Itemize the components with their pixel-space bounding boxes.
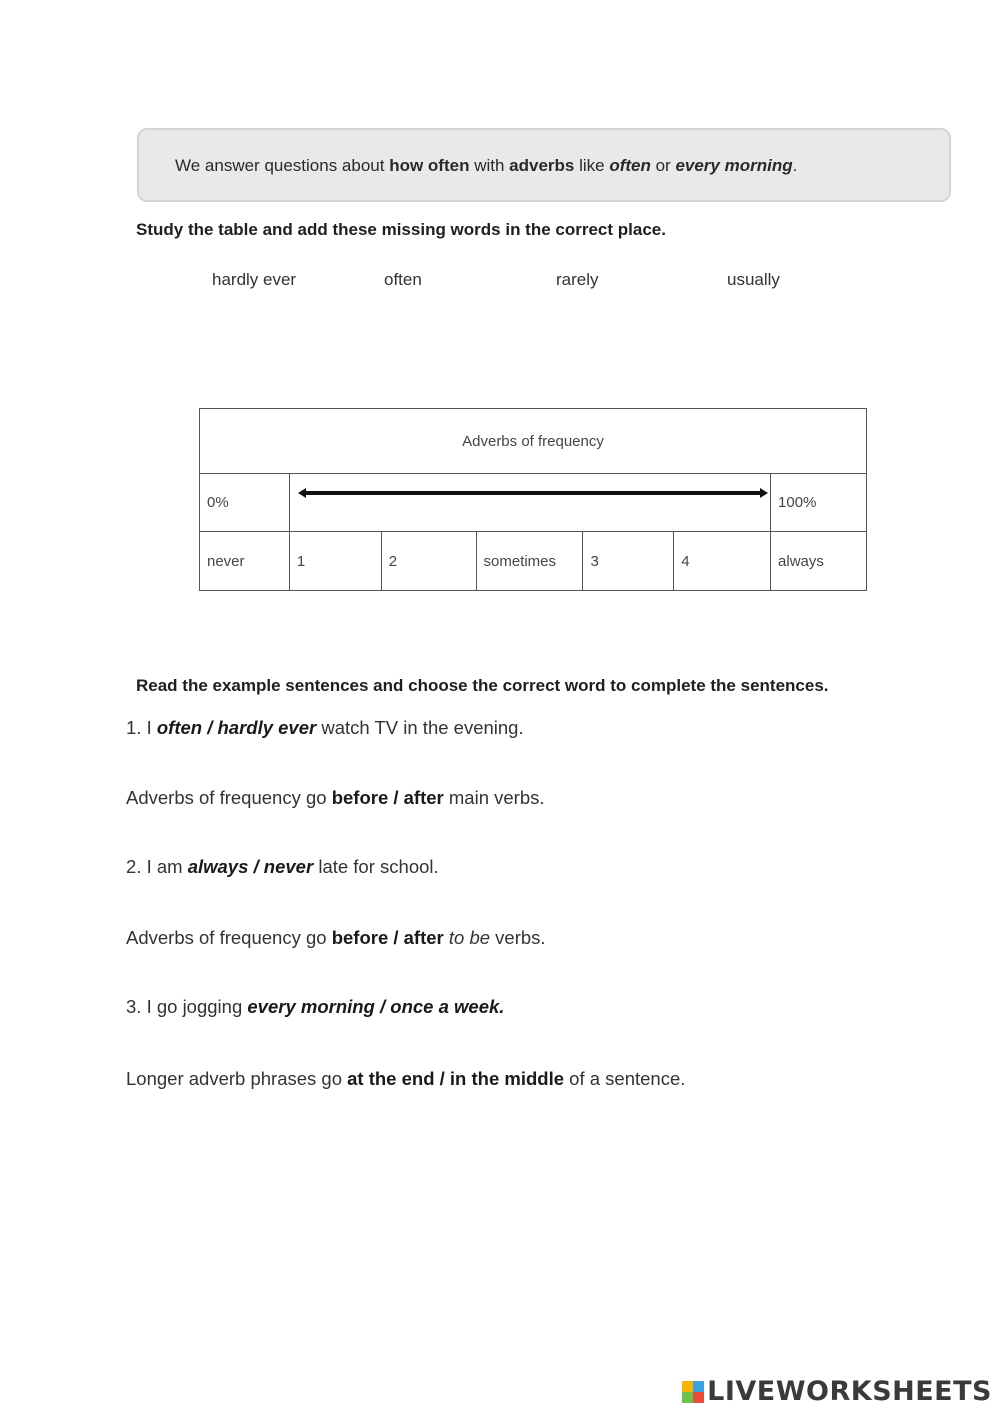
rule-2: [126, 927, 546, 949]
sentence-text: 2. I am: [126, 856, 188, 877]
cell-sometimes: sometimes: [476, 532, 583, 591]
sentence-2: [126, 856, 439, 878]
rule-3: [126, 1068, 685, 1090]
intro-keyword: how often: [389, 156, 470, 175]
pct-high-cell: 100%: [771, 474, 867, 532]
rule-text: Adverbs of frequency go: [126, 787, 332, 808]
sentence-text: 1. I: [126, 717, 157, 738]
instruction-read-sentences: Read the example sentences and choose the correct word to complete the sentences.: [136, 676, 829, 695]
rule-text: Adverbs of frequency go: [126, 927, 332, 948]
word-bank-item[interactable]: hardly ever: [212, 270, 297, 289]
intro-example: every morning: [675, 156, 793, 175]
answer-slot-1[interactable]: 1: [289, 532, 381, 591]
word-bank-item[interactable]: usually: [727, 270, 780, 289]
intro-text-part: with: [469, 156, 510, 175]
frequency-arrow: [289, 474, 770, 532]
answer-slot-4[interactable]: 4: [674, 532, 771, 591]
instruction-study-table: Study the table and add these missing words in the correct place.: [136, 220, 666, 239]
choice-option[interactable]: before / after: [331, 927, 444, 948]
sentence-3: [126, 996, 504, 1018]
sentence-text: 3. I go jogging: [126, 996, 248, 1017]
intro-keyword: adverbs: [509, 156, 575, 175]
word-bank-item[interactable]: often: [384, 270, 422, 289]
arrow-line: [302, 491, 764, 495]
cell-never: never: [200, 532, 290, 591]
sentence-text: late for school.: [313, 856, 439, 877]
rule-text: verbs.: [490, 927, 546, 948]
intro-box: [137, 128, 951, 202]
sentence-text: watch TV in the evening.: [316, 717, 524, 738]
intro-text: [175, 156, 797, 176]
logo-square: [682, 1381, 693, 1392]
logo-square: [693, 1392, 704, 1403]
sentence-1: [126, 717, 524, 739]
table-title: Adverbs of frequency: [200, 409, 867, 474]
rule-1: [126, 787, 545, 809]
word-bank-item[interactable]: rarely: [556, 270, 599, 289]
intro-text-part: like: [574, 156, 610, 175]
intro-example: often: [609, 156, 651, 175]
logo-square: [682, 1392, 693, 1403]
logo-text: LIVEWORKSHEETS: [707, 1376, 992, 1407]
choice-option[interactable]: before / after: [331, 787, 444, 808]
intro-text-part: We answer questions about: [175, 156, 390, 175]
frequency-table: [199, 408, 867, 591]
cell-always: always: [771, 532, 867, 591]
choice-option[interactable]: at the end / in the middle: [347, 1068, 565, 1089]
choice-option[interactable]: every morning / once a week.: [247, 996, 505, 1017]
choice-option[interactable]: often / hardly ever: [156, 717, 317, 738]
rule-text: of a sentence.: [564, 1068, 686, 1089]
rule-text: Longer adverb phrases go: [126, 1068, 348, 1089]
pct-low-cell: 0%: [200, 474, 290, 532]
arrow-right-icon: [760, 488, 768, 498]
intro-text-part: or: [650, 156, 676, 175]
answer-slot-3[interactable]: 3: [583, 532, 674, 591]
rule-text: main verbs.: [443, 787, 545, 808]
arrow-left-icon: [298, 488, 306, 498]
intro-text-part: .: [792, 156, 798, 175]
liveworksheets-logo: [682, 1376, 992, 1407]
rule-text-italic: to be: [443, 927, 491, 948]
logo-mark-icon: [682, 1381, 704, 1403]
choice-option[interactable]: always / never: [187, 856, 314, 877]
answer-slot-2[interactable]: 2: [381, 532, 476, 591]
logo-square: [693, 1381, 704, 1392]
